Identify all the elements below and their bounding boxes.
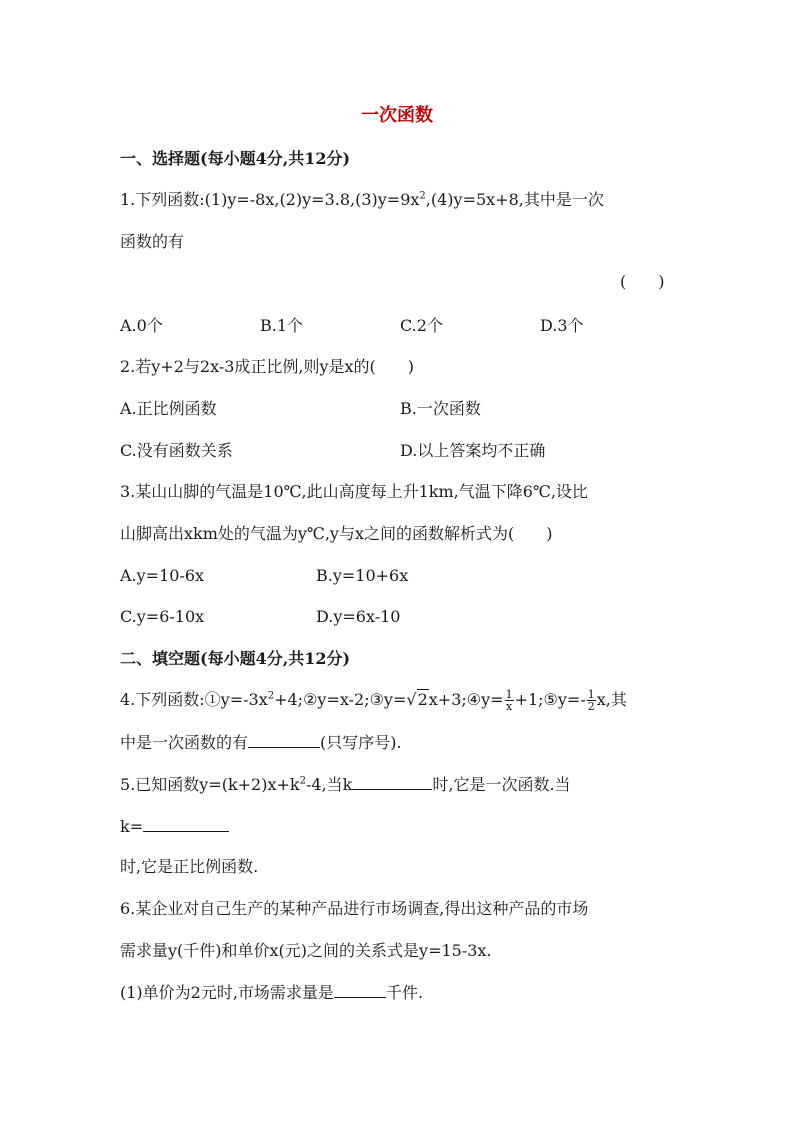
q1-option-b: B.1个 xyxy=(260,316,304,335)
q2-option-a: A.正比例函数 xyxy=(120,399,217,418)
question-6-sub-1: (1)单价为2元时,市场需求量是 千件. xyxy=(120,983,424,1002)
q3-option-a: A.y=10-6x xyxy=(120,566,205,585)
question-5-line-3: 时,它是正比例函数. xyxy=(120,857,259,876)
q1-option-c: C.2个 xyxy=(400,316,443,335)
q3-option-d: D.y=6x-10 xyxy=(316,607,401,626)
question-5-line-1: 5.已知函数$y=(k+2)x+k^2-4$,当k 时,它是一次函数.当 xyxy=(120,775,571,794)
question-3-line-1: 3.某山山脚的气温是10℃,此山高度每上升1km,气温下降6℃,设比 xyxy=(120,482,588,501)
question-1-line-1: 1.下列函数$:(1)y=-8x,(2)y=3.8,(3)y=9x^2,(4)y=5x+8$,其中是一次 xyxy=(120,190,604,209)
q2-option-d: D.以上答案均不正确 xyxy=(400,441,546,460)
q1-option-d: D.3个 xyxy=(540,316,584,335)
question-5-line-2: k= xyxy=(120,815,229,838)
question-4-line-2: 中是一次函数的有 (只写序号). xyxy=(120,733,402,752)
q3-option-c: C.y=6-10x xyxy=(120,607,205,626)
q1-option-a: A.0个 xyxy=(120,316,163,335)
page-title: 一次函数 xyxy=(361,105,433,126)
question-1-line-2: 函数的有 xyxy=(120,232,185,251)
answer-blank[interactable] xyxy=(352,773,432,790)
fraction-1-over-x: $\frac{1}{x}$ xyxy=(505,688,513,713)
sqrt-symbol: √2 xyxy=(406,690,428,709)
q2-option-b: B.一次函数 xyxy=(400,399,481,418)
answer-paren: ( ) xyxy=(620,272,665,291)
question-4-line-1: 4.下列函数$:①y=-3x^2+4;②y=x-2;③y=√2x+3;④y=$ $\frac{1}{x}$ +1;⑤y=- $\frac{1}{2}$ x,其 xyxy=(120,688,627,713)
answer-blank[interactable] xyxy=(334,981,386,998)
question-2-stem: 2.若y+2与2x-3成正比例,则y是x的( ) xyxy=(120,357,415,376)
answer-blank[interactable] xyxy=(143,815,229,832)
question-6-line-1: 6.某企业对自己生产的某种产品进行市场调查,得出这种产品的市场 xyxy=(120,899,589,918)
q3-option-b: B.y=10+6x xyxy=(316,566,409,585)
fraction-1-over-2: $\frac{1}{2}$ xyxy=(587,688,595,713)
question-3-line-2: 山脚高出xkm处的气温为y℃,y与x之间的函数解析式为( ) xyxy=(120,524,553,543)
section-heading-choice: 一、选择题(每小题4分,共12分) xyxy=(120,149,351,168)
section-heading-fill: 二、填空题(每小题4分,共12分) xyxy=(120,649,351,668)
answer-blank[interactable] xyxy=(248,731,320,748)
question-6-line-2: 需求量y(千件)和单价x(元)之间的关系式是y=15-3x. xyxy=(120,941,492,960)
q2-option-c: C.没有函数关系 xyxy=(120,441,233,460)
